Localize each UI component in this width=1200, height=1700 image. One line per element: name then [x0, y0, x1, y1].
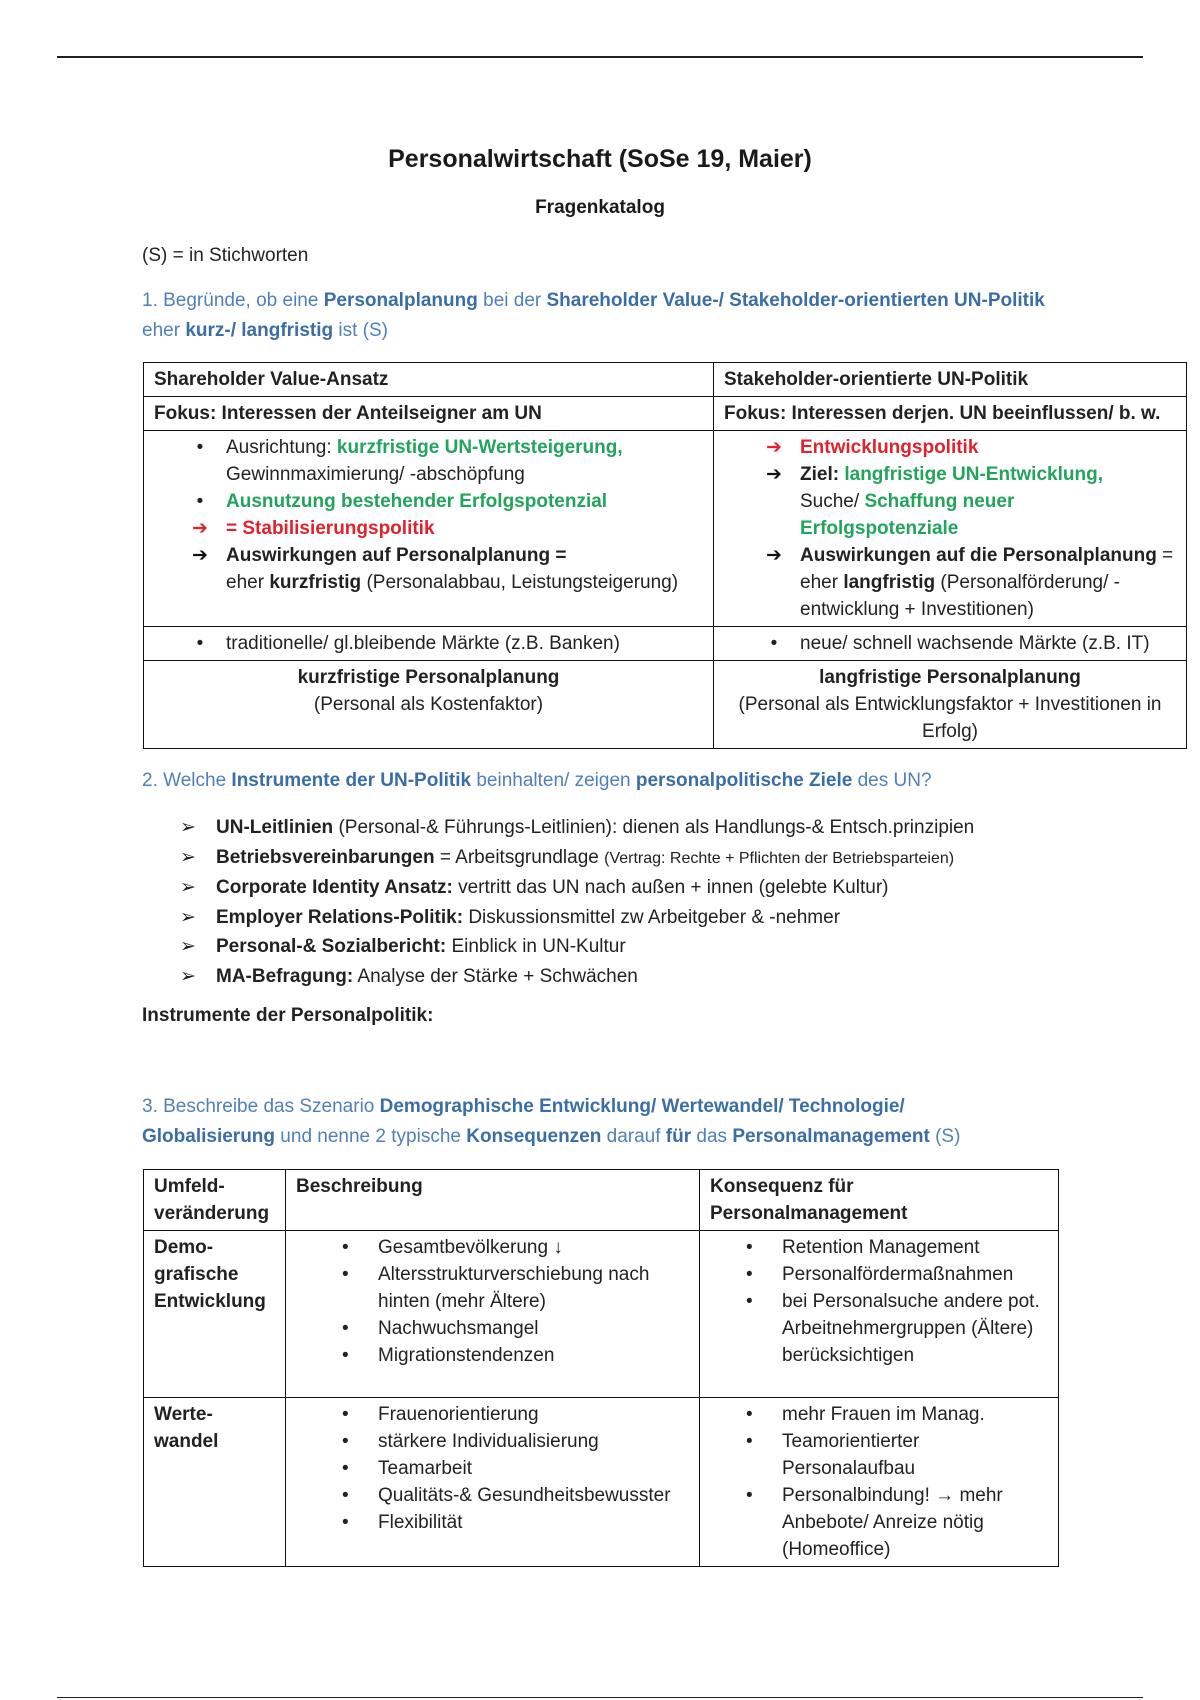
bottom-rule [57, 1697, 1143, 1698]
header-consequence: Konsequenz für Personalmanagement [710, 1176, 908, 1224]
list-item: • Migrationstendenzen [378, 1342, 689, 1369]
question-1: 1. Begründe, ob eine Personalplanung bei der Shareholder Value-/ Stakeholder-orientierten UN-Politik eher kurz-/ langfristig ist (S) [142, 290, 1045, 341]
list-item: ➔ Auswirkungen auf Personalplanung = eher kurzfristig (Personalabbau, Leistungsteigerung) [226, 542, 703, 596]
focus-shareholder: Fokus: Interessen der Anteilseigner am UN [154, 403, 542, 424]
bullet-icon: • [342, 1404, 349, 1425]
table-row [144, 627, 1187, 661]
question-3: 3. Beschreibe das Szenario Demographische Entwicklung/ Wertewandel/ Technologie/ Globalisierung und nenne 2 typische Konsequenzen darauf für das Personalmanagement (S) [142, 1096, 961, 1147]
bullet-icon: • [342, 1318, 349, 1339]
list-item: ➔ Ziel: langfristige UN-Entwicklung, Suche/ Schaffung neuer Erfolgspotenziale [800, 461, 1176, 542]
chevron-icon: ➢ [180, 906, 196, 928]
list-item: • Teamarbeit [378, 1455, 689, 1482]
legend-note: (S) = in Stichworten [142, 245, 309, 266]
list-item: • Nachwuchsmangel [378, 1315, 689, 1342]
list-item: ➔ Auswirkungen auf die Personalplanung = eher langfristig (Personalförderung/ -entwicklung + Investitionen) [800, 542, 1176, 623]
arrow-down-icon: ↓ [553, 1237, 563, 1258]
summary-short-term: kurzfristige Personalplanung [297, 667, 560, 688]
page-title: Personalwirtschaft (SoSe 19, Maier) [388, 145, 812, 173]
environment-change-table [143, 1169, 1059, 1567]
list-item: ➢ Betriebsvereinbarungen = Arbeitsgrundlage (Vertrag: Rechte + Pflichten der Betriebsparteien) [180, 843, 974, 874]
chevron-icon: ➢ [180, 817, 196, 838]
list-item: • Personalfördermaßnahmen [782, 1261, 1048, 1288]
list-item: ➢ UN-Leitlinien (Personal-& Führungs-Leitlinien): dienen als Handlungs-& Entsch.prinzipien [180, 813, 974, 843]
section-heading-personalpolitik: Instrumente der Personalpolitik: [142, 1005, 434, 1026]
header-description: Beschreibung [296, 1176, 423, 1197]
list-item: • Qualitäts-& Gesundheitsbewusster [378, 1482, 689, 1509]
list-item: • Teamorientierter Personalaufbau [782, 1428, 1048, 1482]
table-row [144, 397, 1187, 431]
bullet-icon: • [746, 1264, 753, 1285]
bullet-icon: • [746, 1404, 753, 1425]
list-item: • bei Personalsuche andere pot. Arbeitnehmergruppen (Ältere) berücksichtigen [782, 1288, 1048, 1369]
table-row [144, 363, 1187, 397]
arrow-right-icon: ➔ [766, 464, 782, 485]
bullet-icon: • [342, 1345, 349, 1366]
arrow-right-icon: ➔ [192, 545, 208, 566]
chevron-icon: ➢ [180, 936, 196, 957]
table-row [144, 431, 1187, 627]
question-2: 2. Welche Instrumente der UN-Politik beinhalten/ zeigen personalpolitische Ziele des UN? [142, 770, 932, 791]
list-item: • Ausrichtung: kurzfristige UN-Wertsteigerung, Gewinnmaximierung/ -abschöpfung [226, 434, 703, 488]
list-item: • Flexibilität [378, 1509, 689, 1536]
shareholder-stakeholder-table [143, 362, 1187, 749]
bullet-icon: • [770, 633, 778, 654]
bullet-icon: • [342, 1458, 349, 1479]
bullet-icon: • [342, 1485, 349, 1506]
bullet-icon: • [746, 1237, 753, 1258]
chevron-icon: ➢ [180, 846, 196, 868]
list-item: ➢ Employer Relations-Politik: Diskussionsmittel zw Arbeitgeber & -nehmer [180, 903, 974, 933]
row-label-values: Werte-wandel [154, 1404, 219, 1452]
list-item: • stärkere Individualisierung [378, 1428, 689, 1455]
list-item: ➢ MA-Befragung: Analyse der Stärke + Schwächen [180, 962, 974, 992]
top-rule [57, 56, 1143, 58]
bullet-icon: • [196, 491, 204, 512]
bullet-icon: • [342, 1264, 349, 1285]
focus-stakeholder: Fokus: Interessen derjen. UN beeinflussen/ b. w. [724, 403, 1161, 424]
bullet-icon: • [746, 1431, 753, 1452]
list-item: ➔ Entwicklungspolitik [800, 434, 1176, 461]
chevron-icon: ➢ [180, 877, 196, 898]
table-row [144, 1398, 1059, 1567]
arrow-right-icon: ➔ [192, 518, 208, 539]
list-item: • traditionelle/ gl.bleibende Märkte (z.B. Banken) [226, 630, 703, 657]
row-label-demography: Demo-grafische Entwicklung [154, 1237, 266, 1312]
list-item: ➢ Personal-& Sozialbericht: Einblick in UN-Kultur [180, 932, 974, 962]
bullet-icon: • [342, 1237, 349, 1258]
bullet-icon: • [196, 437, 204, 458]
list-item: • Frauenorientierung [378, 1401, 689, 1428]
list-item: ➢ Corporate Identity Ansatz: vertritt das UN nach außen + innen (gelebte Kultur) [180, 873, 974, 903]
table-row [144, 1170, 1059, 1231]
header-change: Umfeld-veränderung [154, 1176, 270, 1224]
list-item: • neue/ schnell wachsende Märkte (z.B. IT) [800, 630, 1176, 657]
bullet-icon: • [342, 1512, 349, 1533]
header-stakeholder: Stakeholder-orientierte UN-Politik [724, 369, 1029, 390]
header-shareholder: Shareholder Value-Ansatz [154, 369, 389, 390]
table-row [144, 1231, 1059, 1398]
arrow-right-icon: ➔ [766, 545, 782, 566]
page-subtitle: Fragenkatalog [535, 197, 665, 218]
arrow-right-icon: ➔ [766, 437, 782, 458]
bullet-icon: • [196, 633, 204, 654]
bullet-icon: • [342, 1431, 349, 1452]
list-item: • Gesamtbevölkerung ↓ [378, 1234, 689, 1261]
list-item: ➔ = Stabilisierungspolitik [226, 515, 703, 542]
list-item: • mehr Frauen im Manag. [782, 1401, 1048, 1428]
bullet-icon: • [746, 1291, 753, 1312]
list-item: • Altersstrukturverschiebung nach hinten (mehr Ältere) [378, 1261, 689, 1315]
table-row: kurzfristige Personalplanung (Personal als Kostenfaktor) langfristige Personalplanung (Personal als Entwicklungsfaktor + Investitionen in Erfolg) [144, 661, 1187, 749]
instrument-list [180, 813, 974, 991]
summary-long-term: langfristige Personalplanung [819, 667, 1081, 688]
list-item: • Ausnutzung bestehender Erfolgspotenzial [226, 488, 703, 515]
list-item: • Retention Management [782, 1234, 1048, 1261]
bullet-icon: • [746, 1485, 753, 1506]
arrow-right-icon: → [935, 1485, 955, 1506]
list-item: • Personalbindung! → mehr Anbebote/ Anreize nötig (Homeoffice) [782, 1482, 1048, 1563]
chevron-icon: ➢ [180, 965, 196, 987]
